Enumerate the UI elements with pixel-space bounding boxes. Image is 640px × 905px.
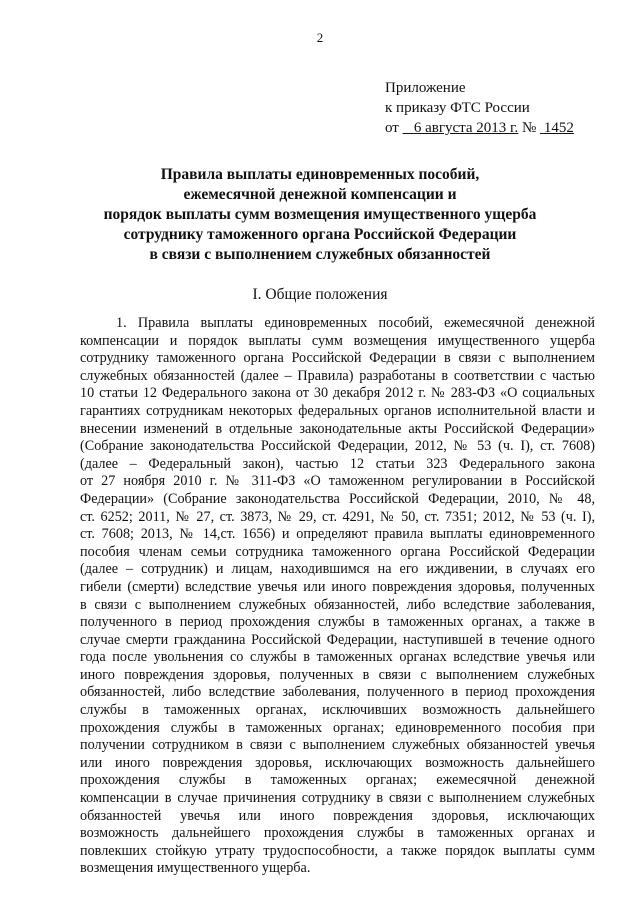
title-line: ежемесячной денежной компенсации и [183, 186, 457, 203]
paragraph-line: года после увольнения со службы в таможенных органах вследствие увечья или [80, 649, 595, 666]
paragraph-line: возможность дальнейшего прохождения службы в таможенных органах и [80, 825, 595, 842]
title-line: Правила выплаты единовременных пособий, [160, 166, 480, 183]
paragraph-line: внесении изменений в отдельные законодательные акты Российской Федерации» [80, 420, 595, 437]
paragraph-line: случае смерти гражданина Российской Федерации, наступившей в течение одного [80, 631, 595, 648]
appendix-number-label: № [518, 120, 541, 136]
appendix-date-line [385, 118, 574, 138]
appendix-block [385, 78, 574, 138]
paragraph-line: (Собрание законодательства Российской Федерации, 2012, № 53 (ч. I), ст. 7608) [80, 438, 595, 455]
appendix-date: 6 августа 2013 г. [413, 120, 519, 136]
paragraph-line: сотруднику таможенного органа Российской Федерации в связи с выполнением [80, 350, 595, 367]
paragraph-line: или иного повреждения здоровья, исключающих возможность дальнейшего [80, 754, 595, 771]
paragraph-line: Федерации» (Собрание законодательства Российской Федерации, 2010, № 48, [80, 490, 595, 507]
paragraph-line: от 27 ноября 2010 г. № 311-ФЗ «О таможенном регулировании в Российской [80, 473, 595, 490]
paragraph-1 [80, 315, 595, 878]
paragraph-line: службы в таможенных органах, исключивших возможность дальнейшего [80, 702, 595, 719]
paragraph-line: компенсации и порядок выплаты сумм возмещения имущественного ущерба [80, 332, 595, 349]
paragraph-line: в связи с выполнением служебных обязанностей, либо вследствие заболевания, [80, 596, 595, 613]
paragraph-line: прохождения службы в таможенных органах; единовременного пособия при [80, 719, 595, 736]
paragraph-line: получении сотрудником в связи с выполнением служебных обязанностей увечья [80, 737, 595, 754]
paragraph-line: гибели (смерти) вследствие увечья или иного повреждения здоровья, полученных [80, 578, 595, 595]
paragraph-line: пособия членам семьи сотрудника таможенного органа Российской Федерации [80, 543, 595, 560]
paragraph-line: ст. 7608; 2013, № 14,ст. 1656) и определяют правила выплаты единовременного [80, 526, 595, 543]
paragraph-line: возмещения имущественного ущерба. [80, 860, 311, 877]
paragraph-line: 10 статьи 12 Федерального закона от 30 декабря 2012 г. № 283-ФЗ «О социальных [80, 385, 595, 402]
paragraph-line: полученного в период прохождения службы в таможенных органах, а также в [80, 614, 595, 631]
paragraph-line: компенсации в случае причинения сотруднику в связи с выполнением служебных [80, 790, 595, 807]
paragraph-line: служебных обязанностей (далее – Правила) разработаны в соответствии с частью [80, 367, 595, 384]
paragraph-line: (далее – Федеральный закон), частью 12 статьи 323 Федерального закона [80, 455, 595, 472]
appendix-number: 1452 [543, 120, 574, 136]
section-heading: I. Общие положения [252, 286, 388, 303]
appendix-label: Приложение [385, 80, 466, 96]
document-title [60, 165, 580, 265]
paragraph-line: ст. 6252; 2011, № 27, ст. 3873, № 29, ст. 4291, № 50, ст. 7351; 2012, № 53 (ч. I), [80, 508, 595, 525]
paragraph-line: обязанностей, либо вследствие заболевания, полученного в период прохождения [80, 684, 595, 701]
page-number: 2 [316, 30, 324, 45]
paragraph-line: гарантиях сотрудникам некоторых федеральных органов исполнительной власти и [80, 402, 595, 419]
title-line: порядок выплаты сумм возмещения имущественного ущерба [103, 206, 537, 223]
paragraph-line: повлекших стойкую утрату трудоспособности, а также порядок выплаты сумм [80, 842, 595, 859]
paragraph-line: иного повреждения здоровья, полученных в связи с выполнением служебных [80, 666, 595, 683]
paragraph-line: прохождения службы в таможенных органах; ежемесячной денежной [80, 772, 595, 789]
paragraph-line: обязанностей увечья или иного повреждения здоровья, исключающих [80, 807, 595, 824]
paragraph-line: (далее – сотрудник) и лицам, находившимся на его иждивении, в случаях его [80, 561, 595, 578]
appendix-date-prefix: от [385, 120, 403, 136]
appendix-order-ref: к приказу ФТС России [385, 100, 530, 116]
title-line: в связи с выполнением служебных обязанностей [149, 246, 491, 263]
title-line: сотруднику таможенного органа Российской Федерации [123, 226, 517, 243]
paragraph-line: 1. Правила выплаты единовременных пособий, ежемесячной денежной [116, 315, 595, 331]
